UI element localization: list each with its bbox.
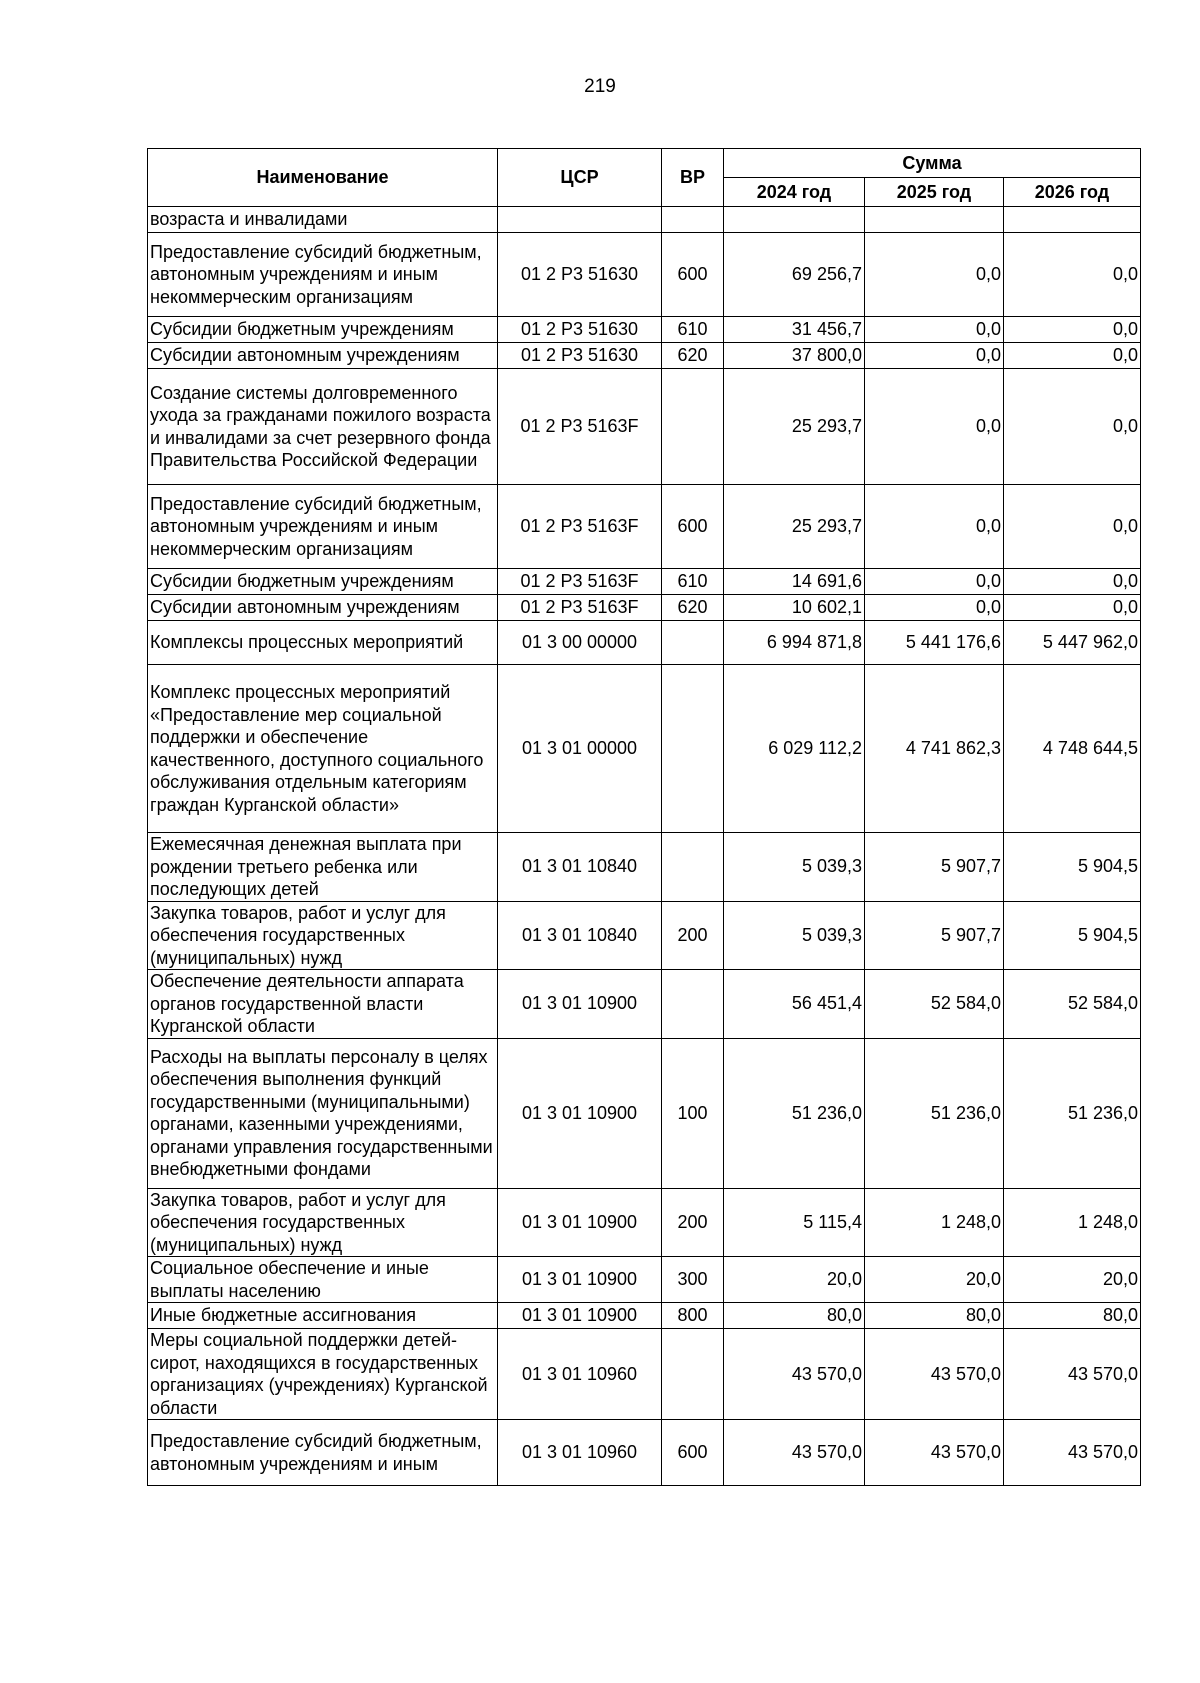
cell-2025: 51 236,0: [865, 1038, 1004, 1188]
table-row: [148, 595, 1141, 621]
cell-name: Меры социальной поддержки детей-сирот, находящихся в государственных организациях (учреждениях) Курганской области: [148, 1329, 498, 1420]
cell-name: Субсидии бюджетным учреждениям: [148, 569, 498, 595]
cell-name: Предоставление субсидий бюджетным, автономным учреждениям и иным: [148, 1420, 498, 1486]
cell-vr: 600: [662, 233, 724, 317]
cell-csr: 01 2 Р3 51630: [498, 317, 662, 343]
table-row: [148, 569, 1141, 595]
table-row: [148, 1188, 1141, 1257]
cell-csr: 01 2 Р3 5163F: [498, 569, 662, 595]
cell-2024: 14 691,6: [724, 569, 865, 595]
cell-2024: 6 994 871,8: [724, 621, 865, 665]
cell-name: Субсидии автономным учреждениям: [148, 595, 498, 621]
cell-name: Комплексы процессных мероприятий: [148, 621, 498, 665]
cell-2026: 0,0: [1004, 485, 1141, 569]
cell-vr: 610: [662, 317, 724, 343]
header-year-2024: 2024 год: [724, 178, 865, 207]
cell-csr: 01 2 Р3 5163F: [498, 595, 662, 621]
cell-name: Предоставление субсидий бюджетным, автономным учреждениям и иным некоммерческим организациям: [148, 485, 498, 569]
cell-2025: 5 441 176,6: [865, 621, 1004, 665]
cell-vr: [662, 207, 724, 233]
header-year-2026: 2026 год: [1004, 178, 1141, 207]
cell-2026: 5 904,5: [1004, 901, 1141, 970]
cell-2026: 52 584,0: [1004, 970, 1141, 1039]
table-row: [148, 233, 1141, 317]
table-row: [148, 1420, 1141, 1486]
cell-csr: 01 3 01 10960: [498, 1420, 662, 1486]
cell-name: Иные бюджетные ассигнования: [148, 1303, 498, 1329]
table-row: [148, 833, 1141, 902]
cell-csr: 01 3 01 10900: [498, 1038, 662, 1188]
cell-csr: 01 3 01 10840: [498, 833, 662, 902]
cell-csr: 01 2 Р3 5163F: [498, 369, 662, 485]
cell-name: Закупка товаров, работ и услуг для обеспечения государственных (муниципальных) нужд: [148, 901, 498, 970]
table-row: [148, 1303, 1141, 1329]
cell-2024: 5 039,3: [724, 833, 865, 902]
cell-2026: 4 748 644,5: [1004, 665, 1141, 833]
cell-2025: 5 907,7: [865, 901, 1004, 970]
cell-2026: 0,0: [1004, 595, 1141, 621]
cell-2026: 0,0: [1004, 233, 1141, 317]
cell-2024: 6 029 112,2: [724, 665, 865, 833]
header-sum: Сумма: [724, 149, 1141, 178]
table-header: [148, 149, 1141, 207]
cell-2026: 0,0: [1004, 343, 1141, 369]
cell-vr: [662, 665, 724, 833]
cell-csr: 01 3 01 10840: [498, 901, 662, 970]
cell-2025: 0,0: [865, 343, 1004, 369]
cell-2025: 0,0: [865, 317, 1004, 343]
cell-vr: 610: [662, 569, 724, 595]
table-row: [148, 485, 1141, 569]
cell-2026: 0,0: [1004, 317, 1141, 343]
cell-csr: 01 2 Р3 51630: [498, 233, 662, 317]
cell-vr: [662, 833, 724, 902]
cell-2024: 69 256,7: [724, 233, 865, 317]
budget-table: [147, 148, 1141, 1486]
cell-2025: 4 741 862,3: [865, 665, 1004, 833]
table-row: [148, 970, 1141, 1039]
page-number: 219: [584, 76, 616, 97]
cell-csr: 01 2 Р3 5163F: [498, 485, 662, 569]
cell-2025: 0,0: [865, 485, 1004, 569]
cell-2026: 1 248,0: [1004, 1188, 1141, 1257]
cell-csr: [498, 207, 662, 233]
table-row: [148, 1329, 1141, 1420]
cell-2026: [1004, 207, 1141, 233]
cell-csr: 01 3 01 10900: [498, 1303, 662, 1329]
cell-name: Создание системы долговременного ухода за гражданами пожилого возраста и инвалидами за счет резервного фонда Правительства Российской Федерации: [148, 369, 498, 485]
cell-2024: 25 293,7: [724, 369, 865, 485]
cell-vr: 800: [662, 1303, 724, 1329]
cell-name: Субсидии автономным учреждениям: [148, 343, 498, 369]
cell-vr: 200: [662, 901, 724, 970]
header-vr: ВР: [662, 149, 724, 207]
table-row: [148, 207, 1141, 233]
cell-2024: 31 456,7: [724, 317, 865, 343]
cell-2026: 51 236,0: [1004, 1038, 1141, 1188]
cell-2024: 25 293,7: [724, 485, 865, 569]
cell-name: Социальное обеспечение и иные выплаты населению: [148, 1257, 498, 1303]
cell-csr: 01 3 01 10900: [498, 1257, 662, 1303]
cell-2026: 43 570,0: [1004, 1420, 1141, 1486]
table-row: [148, 369, 1141, 485]
cell-2025: 0,0: [865, 233, 1004, 317]
table-row: [148, 343, 1141, 369]
cell-vr: 620: [662, 595, 724, 621]
cell-2026: 43 570,0: [1004, 1329, 1141, 1420]
cell-vr: [662, 369, 724, 485]
header-name: Наименование: [148, 149, 498, 207]
table-body: [148, 207, 1141, 1486]
cell-2025: 5 907,7: [865, 833, 1004, 902]
cell-2026: 20,0: [1004, 1257, 1141, 1303]
cell-2024: [724, 207, 865, 233]
cell-name: Закупка товаров, работ и услуг для обеспечения государственных (муниципальных) нужд: [148, 1188, 498, 1257]
cell-csr: 01 3 01 10900: [498, 1188, 662, 1257]
table-row: [148, 901, 1141, 970]
header-csr: ЦСР: [498, 149, 662, 207]
cell-2025: 1 248,0: [865, 1188, 1004, 1257]
cell-csr: 01 3 01 10960: [498, 1329, 662, 1420]
cell-2026: 5 904,5: [1004, 833, 1141, 902]
cell-vr: [662, 1329, 724, 1420]
cell-vr: 200: [662, 1188, 724, 1257]
cell-name: Субсидии бюджетным учреждениям: [148, 317, 498, 343]
cell-2025: 52 584,0: [865, 970, 1004, 1039]
cell-vr: 300: [662, 1257, 724, 1303]
cell-2025: 43 570,0: [865, 1420, 1004, 1486]
cell-csr: 01 2 Р3 51630: [498, 343, 662, 369]
cell-name: возраста и инвалидами: [148, 207, 498, 233]
cell-name: Расходы на выплаты персоналу в целях обеспечения выполнения функций государственными (муниципальными) органами, казенными учреждениями, органами управления государственными внебюджетными фондами: [148, 1038, 498, 1188]
cell-2025: 43 570,0: [865, 1329, 1004, 1420]
cell-2026: 0,0: [1004, 569, 1141, 595]
cell-2024: 20,0: [724, 1257, 865, 1303]
table-row: [148, 317, 1141, 343]
cell-2024: 43 570,0: [724, 1420, 865, 1486]
cell-vr: 600: [662, 485, 724, 569]
cell-csr: 01 3 01 00000: [498, 665, 662, 833]
cell-vr: 600: [662, 1420, 724, 1486]
table-row: [148, 1257, 1141, 1303]
cell-name: Комплекс процессных мероприятий «Предоставление мер социальной поддержки и обеспечение качественного, доступного социального обслуживания отдельным категориям граждан Курганской области»: [148, 665, 498, 833]
cell-2025: 0,0: [865, 569, 1004, 595]
table-row: [148, 621, 1141, 665]
cell-name: Обеспечение деятельности аппарата органов государственной власти Курганской области: [148, 970, 498, 1039]
header-year-2025: 2025 год: [865, 178, 1004, 207]
cell-2024: 56 451,4: [724, 970, 865, 1039]
cell-2024: 43 570,0: [724, 1329, 865, 1420]
cell-2026: 0,0: [1004, 369, 1141, 485]
cell-2024: 5 039,3: [724, 901, 865, 970]
cell-vr: 620: [662, 343, 724, 369]
cell-2025: 80,0: [865, 1303, 1004, 1329]
cell-2025: 20,0: [865, 1257, 1004, 1303]
cell-name: Предоставление субсидий бюджетным, автономным учреждениям и иным некоммерческим организациям: [148, 233, 498, 317]
cell-2026: 5 447 962,0: [1004, 621, 1141, 665]
cell-2025: 0,0: [865, 369, 1004, 485]
cell-2025: 0,0: [865, 595, 1004, 621]
cell-2024: 80,0: [724, 1303, 865, 1329]
cell-vr: 100: [662, 1038, 724, 1188]
cell-name: Ежемесячная денежная выплата при рождении третьего ребенка или последующих детей: [148, 833, 498, 902]
cell-csr: 01 3 01 10900: [498, 970, 662, 1039]
cell-vr: [662, 621, 724, 665]
cell-2025: [865, 207, 1004, 233]
cell-2024: 5 115,4: [724, 1188, 865, 1257]
table-row: [148, 665, 1141, 833]
cell-2024: 37 800,0: [724, 343, 865, 369]
cell-csr: 01 3 00 00000: [498, 621, 662, 665]
cell-vr: [662, 970, 724, 1039]
cell-2024: 10 602,1: [724, 595, 865, 621]
cell-2024: 51 236,0: [724, 1038, 865, 1188]
table-row: [148, 1038, 1141, 1188]
cell-2026: 80,0: [1004, 1303, 1141, 1329]
